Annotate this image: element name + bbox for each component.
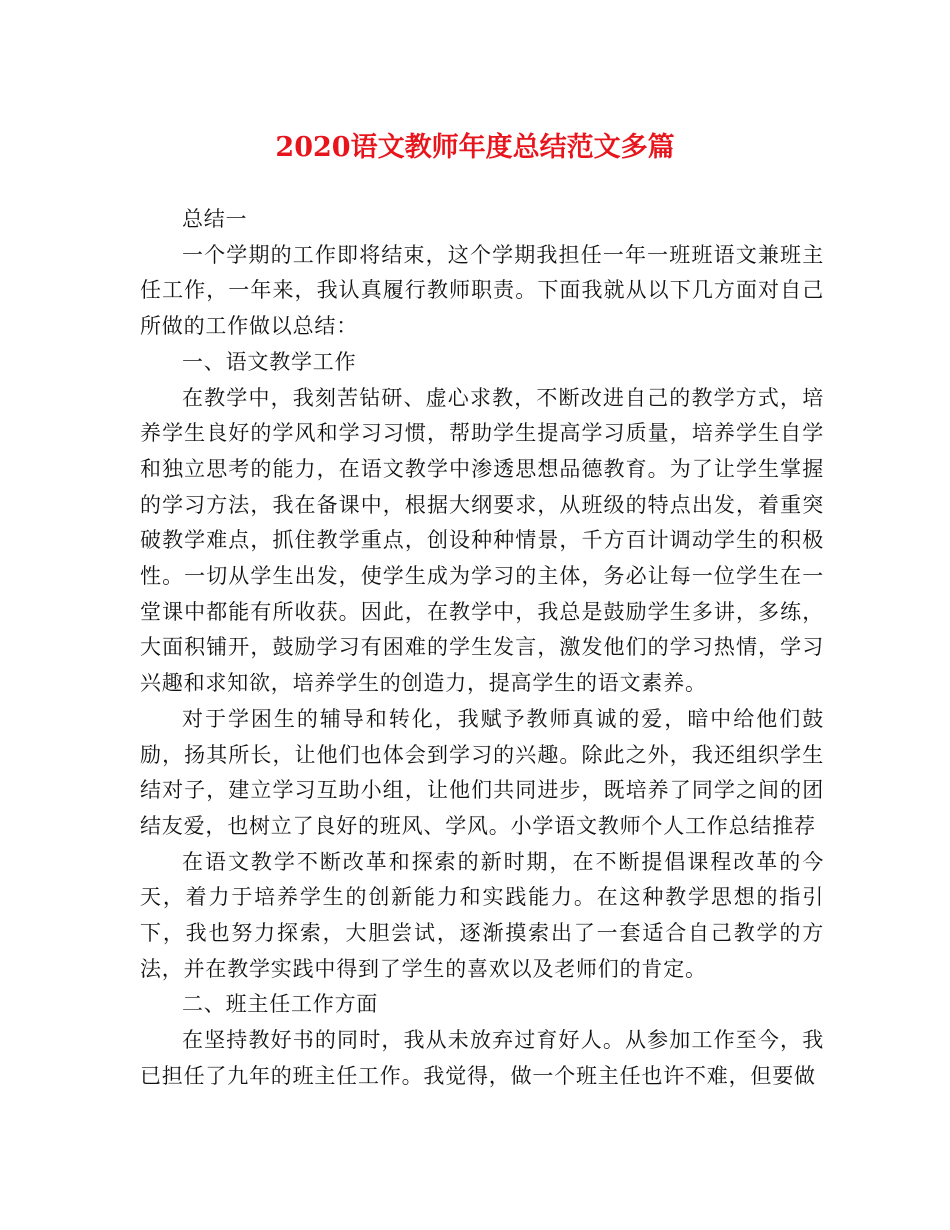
- document-title: 2020语文教师年度总结范文多篇: [275, 132, 675, 163]
- section-heading-summary-one: 总结一: [182, 207, 248, 231]
- paragraph-reform-exploration: 在语文教学不断改革和探索的新时期，在不断提倡课程改革的今天，着力于培养学生的创新能力和实践能力。在这种教学思想的指引下，我也努力探索，大胆尝试，逐渐摸索出了一套适合自己教学的方法，并在教学实践中得到了学生的喜欢以及老师们的肯定。: [140, 849, 824, 981]
- section-heading-class-teacher: 二、班主任工作方面: [182, 992, 379, 1017]
- section-heading-chinese-teaching: 一、语文教学工作: [182, 349, 357, 374]
- document-body: [140, 202, 824, 1095]
- paragraph-struggling-students: 对于学困生的辅导和转化，我赋予教师真诚的爱，暗中给他们鼓励，扬其所长，让他们也体会到学习的兴趣。除此之外，我还组织学生结对子，建立学习互助小组，让他们共同进步，既培养了同学之间的团结友爱，也树立了良好的班风、学风。小学语文教师个人工作总结推荐: [140, 706, 824, 838]
- paragraph-intro: 一个学期的工作即将结束，这个学期我担任一年一班班语文兼班主任工作，一年来，我认真履行教师职责。下面我就从以下几方面对自己所做的工作做以总结：: [140, 242, 824, 339]
- paragraph-class-teacher-work: 在坚持教好书的同时，我从未放弃过育好人。从参加工作至今，我已担任了九年的班主任工作。我觉得，做一个班主任也许不难，但要做: [140, 1028, 824, 1088]
- paragraph-teaching-methods: 在教学中，我刻苦钻研、虚心求教，不断改进自己的教学方式，培养学生良好的学风和学习习惯，帮助学生提高学习质量，培养学生自学和独立思考的能力，在语文教学中渗透思想品德教育。为了让学生掌握的学习方法，我在备课中，根据大纲要求，从班级的特点出发，着重突破教学难点，抓住教学重点，创设种种情景，千方百计调动学生的积极性。一切从学生出发，使学生成为学习的主体，务必让每一位学生在一堂课中都能有所收获。因此，在教学中，我总是鼓励学生多讲，多练，大面积铺开，鼓励学习有困难的学生发言，激发他们的学习热情，学习兴趣和求知欲，培养学生的创造力，提高学生的语文素养。: [140, 385, 824, 696]
